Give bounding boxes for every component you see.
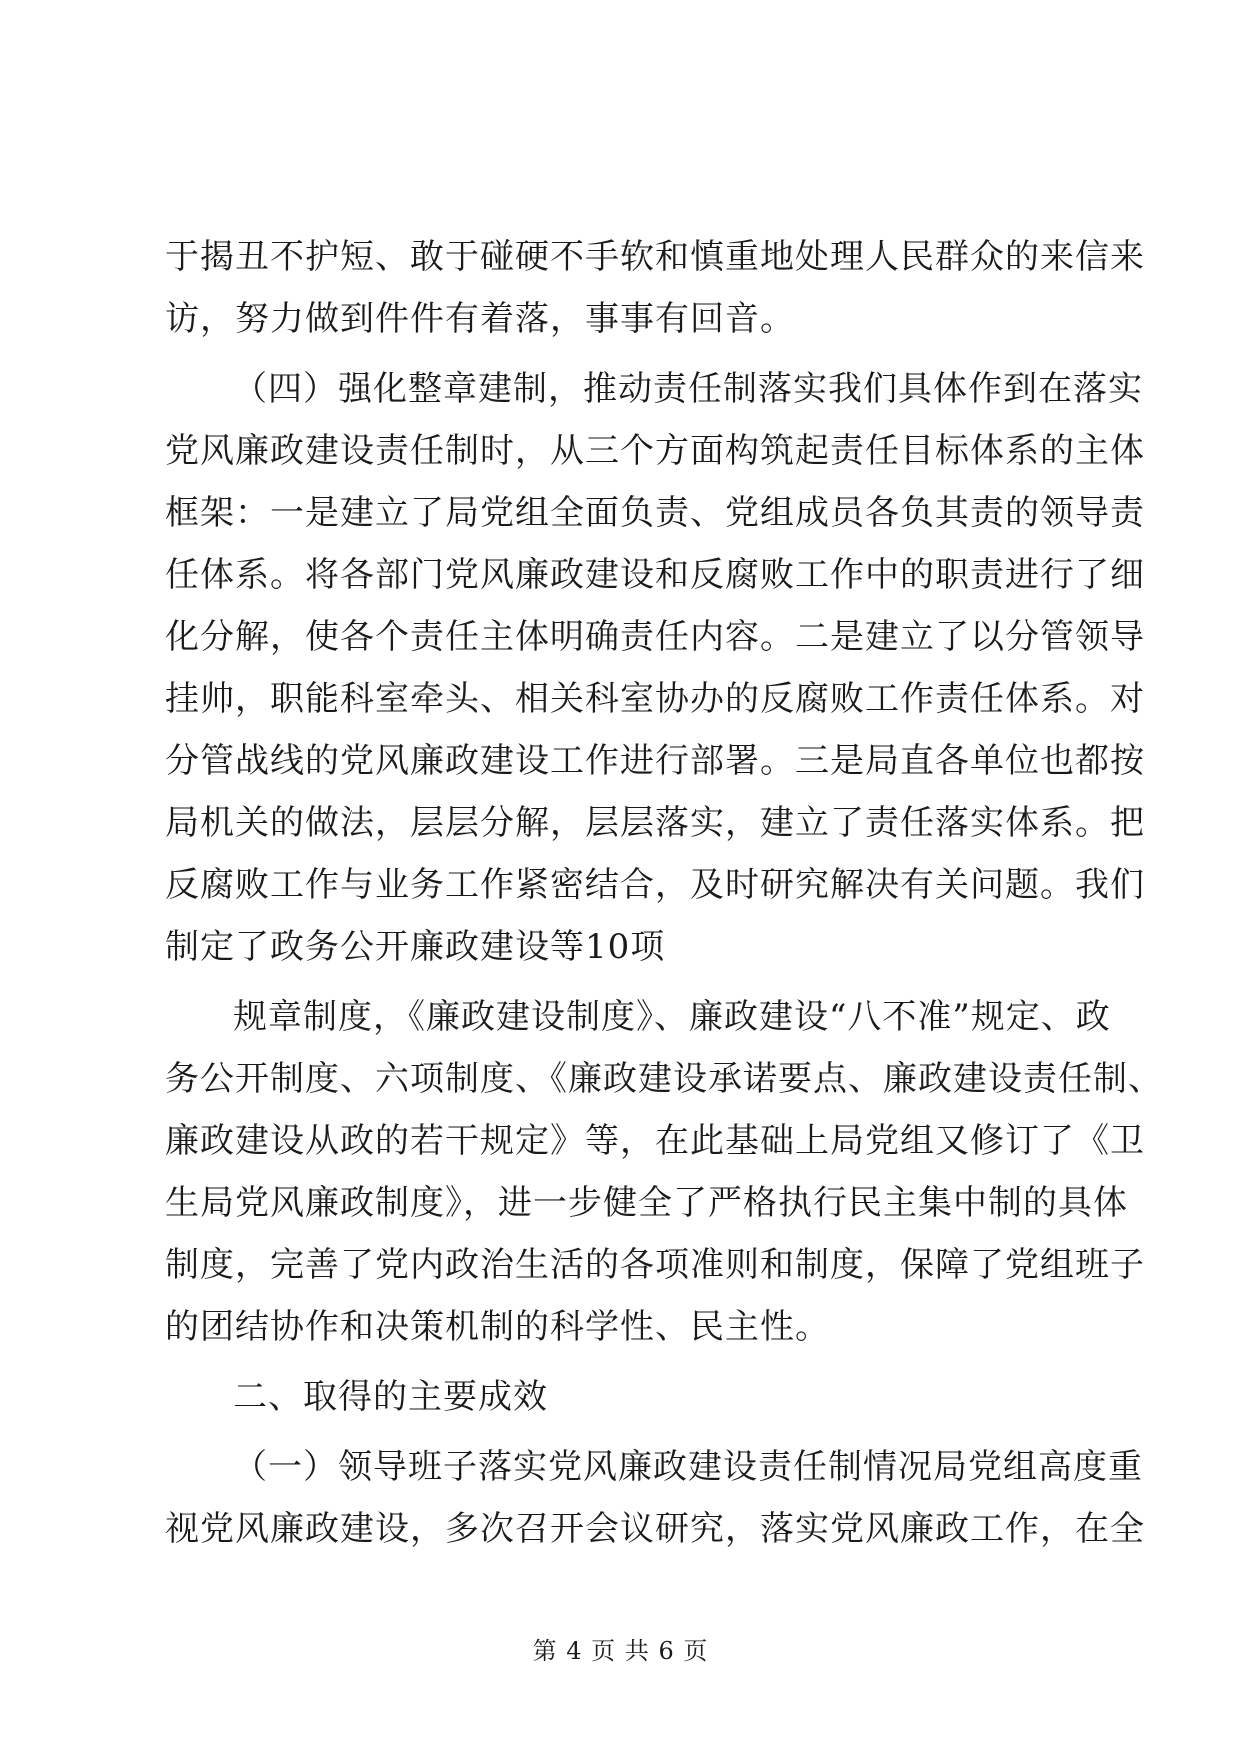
text-line: （四）强化整章建制，推动责任制落实我们具体作到在落实: [233, 369, 1143, 409]
document-body: [165, 226, 1163, 1560]
section-heading: [165, 1366, 1085, 1428]
text-line: 于揭丑不护短、敢于碰硬不手软和慎重地处理人民群众的来信来: [165, 237, 1145, 277]
text-line: 化分解，使各个责任主体明确责任内容。二是建立了以分管领导: [165, 617, 1145, 657]
paragraph: [165, 226, 1145, 350]
text-line: 制定了政务公开廉政建设等10项: [165, 927, 666, 967]
text-line: 规章制度，《廉政建设制度》、廉政建设“八不准”规定、政: [233, 997, 1111, 1037]
text-line: 反腐败工作与业务工作紧密结合，及时研究解决有关问题。我们: [165, 865, 1145, 905]
text-line: 制度，完善了党内政治生活的各项准则和制度，保障了党组班子: [165, 1245, 1145, 1285]
paragraph: [165, 1436, 1145, 1560]
text-line: 分管战线的党风廉政建设工作进行部署。三是局直各单位也都按: [165, 741, 1145, 781]
paragraph: [165, 358, 1145, 978]
page-number-footer: 第 4 页 共 6 页: [532, 1637, 709, 1665]
text-line: 框架：一是建立了局党组全面负责、党组成员各负其责的领导责: [165, 493, 1145, 533]
text-line: 局机关的做法，层层分解，层层落实，建立了责任落实体系。把: [165, 803, 1145, 843]
paragraph: [165, 986, 1163, 1358]
text-line: （一）领导班子落实党风廉政建设责任制情况局党组高度重: [233, 1447, 1143, 1487]
text-line: 挂帅，职能科室牵头、相关科室协办的反腐败工作责任体系。对: [165, 679, 1145, 719]
text-line: 生局党风廉政制度》，进一步健全了严格执行民主集中制的具体: [165, 1183, 1128, 1223]
text-line: 务公开制度、六项制度、《廉政建设承诺要点、廉政建设责任制、: [165, 1059, 1163, 1099]
text-line: 二、取得的主要成效: [233, 1377, 548, 1417]
text-line: 访，努力做到件件有着落，事事有回音。: [165, 299, 795, 339]
text-line: 任体系。将各部门党风廉政建设和反腐败工作中的职责进行了细: [165, 555, 1145, 595]
text-line: 廉政建设从政的若干规定》等，在此基础上局党组又修订了《卫: [165, 1121, 1145, 1161]
text-line: 视党风廉政建设，多次召开会议研究，落实党风廉政工作，在全: [165, 1509, 1145, 1549]
text-line: 党风廉政建设责任制时，从三个方面构筑起责任目标体系的主体: [165, 431, 1145, 471]
text-line: 的团结协作和决策机制的科学性、民主性。: [165, 1307, 830, 1347]
